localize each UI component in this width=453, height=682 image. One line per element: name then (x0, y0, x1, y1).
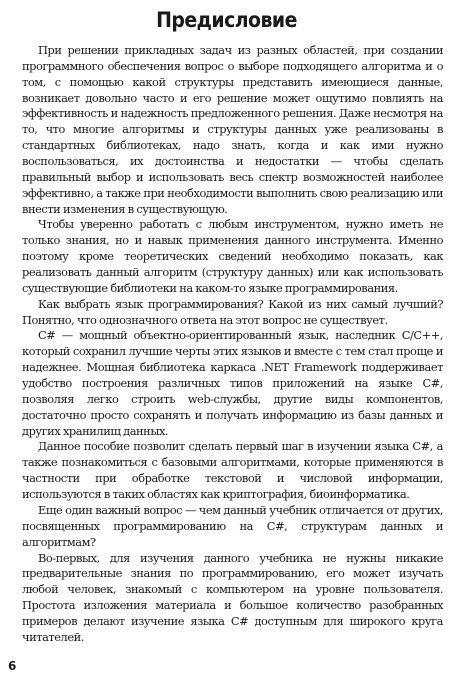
paragraph-4: C# — мощный объектно-ориентированный язык, наследник C/C++, который сохранил лучшие черты этих языков и вместе с тем стал проще и надежнее. Мощная библиотека каркаса .NET Framework поддерживает удобство построения различных типов приложений на языке C#, позволяя легко строить web-службы, другие виды компонентов, достаточно просто сохранять и получать информацию из базы данных и других хранилищ данных. (22, 328, 443, 438)
page-title: Предисловие (156, 8, 297, 32)
paragraph-1: При решении прикладных задач из разных областей, при создании программного обеспечения вопрос о выборе подходящего алгоритма и о том, с помощью какой структуры представить имеющиеся данные, возникает довольно часто и его решение может ощутимо повлиять на эффективность и надежность предложенного решения. Даже несмотря на то, что многие алгоритмы и структуры данных уже реализованы в стандартных библиотеках, надо знать, когда и как ими нужно воспользоваться, их достоинства и недостатки — чтобы сделать правильный выбор и использовать весь спектр возможностей наиболее эффективно, а также при необходимости выполнить свою реализацию или внести изменения в существующую. (22, 43, 443, 216)
paragraph-2: Чтобы уверенно работать с любым инструментом, нужно иметь не только знания, но и навык применения данного инструмента. Именно поэтому кроме теоретических сведений необходимо показать, как реализовать данный алгоритм (структуру данных) или как использовать существующие библиотеки на каком-то языке программирования. (22, 217, 443, 295)
body-text (22, 43, 443, 646)
paragraph-3: Как выбрать язык программирования? Какой из них самый лучший? Понятно, что однозначного ответа на этот вопрос не существует. (22, 296, 443, 327)
paragraph-6: Еще один важный вопрос — чем данный учебник отличается от других, посвященных программированию на C#, структурам данных и алгоритмам? (22, 502, 443, 549)
page-number: 6 (8, 659, 17, 673)
paragraph-5: Данное пособие позволит сделать первый шаг в изучении языка C#, а также познакомиться с базовыми алгоритмами, которые применяются в частности при обработке текстовой и числовой информации, используются в таких областях как криптография, биоинформатика. (22, 439, 443, 502)
paragraph-7: Во-первых, для изучения данного учебника не нужны никакие предварительные знания по программированию, его может изучать любой человек, знакомый с компьютером на уровне пользователя. Простота изложения материала и большое количество разобранных примеров делают изучение языка C# доступным для широкого круга читателей. (22, 550, 443, 644)
